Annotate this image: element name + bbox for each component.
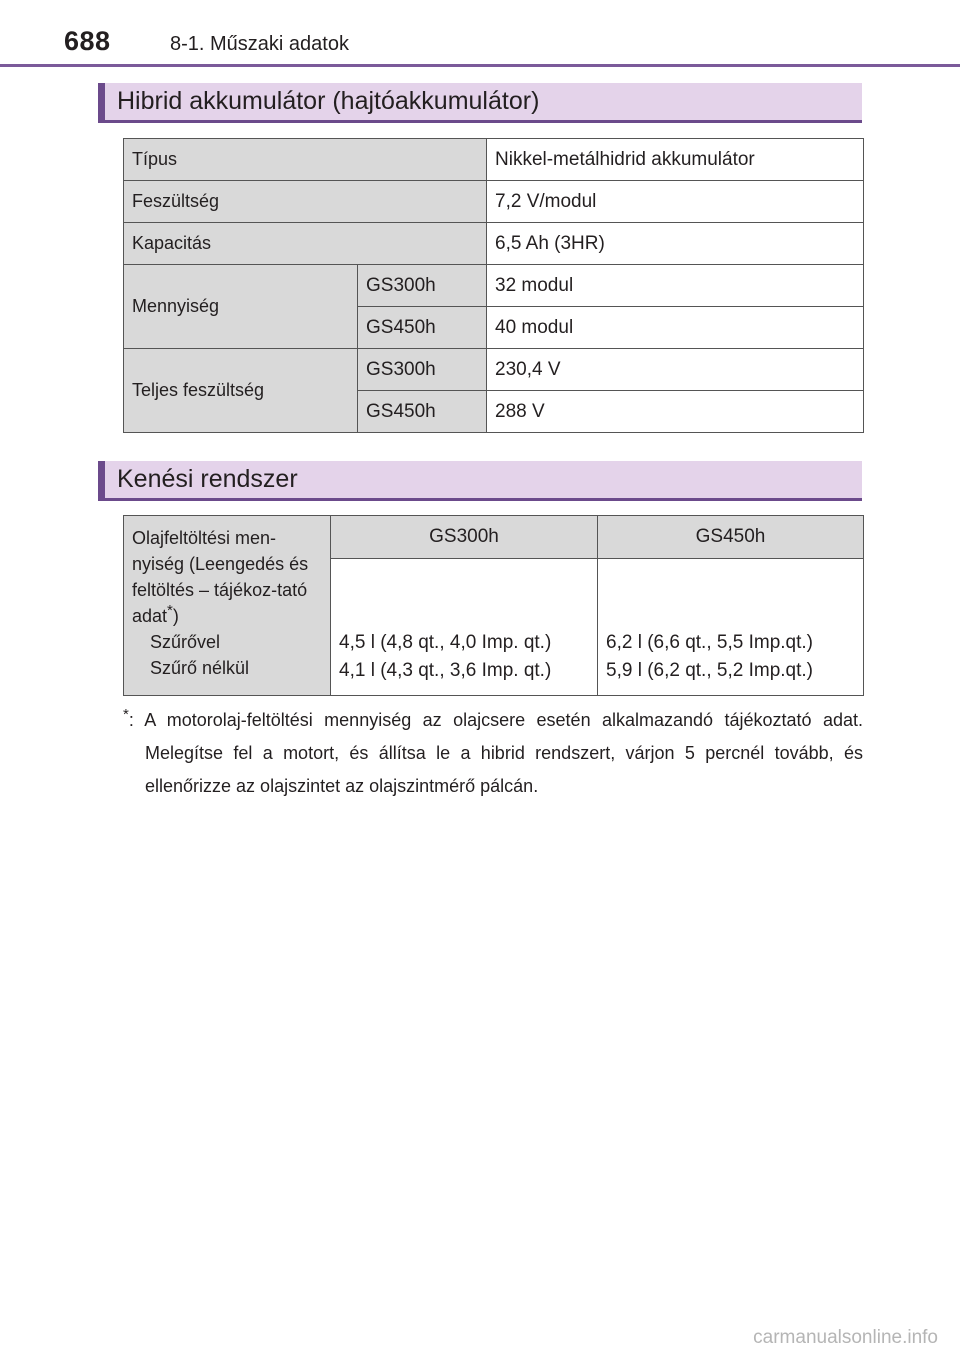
footnote-marker: *	[123, 706, 129, 723]
page-number: 688	[64, 26, 111, 56]
type-value: Nikkel-metálhidrid akkumulátor	[487, 139, 864, 181]
table-row	[124, 223, 864, 265]
with-filter-label: Szűrővel	[150, 632, 221, 652]
col-gs300h-header: GS300h	[331, 516, 598, 559]
table-row	[124, 349, 864, 391]
total-voltage-label: Teljes feszültség	[124, 349, 358, 433]
oil-capacity-label-close: )	[172, 606, 179, 626]
total-voltage-gs300h-value: 230,4 V	[487, 349, 864, 391]
quantity-gs450h-value: 40 modul	[487, 307, 864, 349]
quantity-gs300h-value: 32 modul	[487, 265, 864, 307]
battery-section-title: Hibrid akkumulátor (hajtóakkumulátor)	[98, 83, 862, 123]
without-filter-label: Szűrő nélkül	[150, 658, 250, 678]
col-gs450h-header: GS450h	[598, 516, 864, 559]
gs300h-with-filter-value: 4,5 l (4,8 qt., 4,0 Imp. qt.)	[339, 632, 552, 653]
quantity-gs450h-model: GS450h	[358, 307, 487, 349]
gs300h-without-filter-value: 4,1 l (4,3 qt., 3,6 Imp. qt.)	[339, 660, 552, 681]
table-row	[124, 265, 864, 307]
quantity-gs300h-model: GS300h	[358, 265, 487, 307]
table-row	[124, 139, 864, 181]
footnote	[123, 704, 863, 803]
voltage-label: Feszültség	[124, 181, 487, 223]
gs450h-without-filter-value: 5,9 l (6,2 qt., 5,2 Imp.qt.)	[606, 660, 813, 681]
chapter-title: 8-1. Műszaki adatok	[170, 33, 349, 55]
total-voltage-gs300h-model: GS300h	[358, 349, 487, 391]
quantity-label: Mennyiség	[124, 265, 358, 349]
asterisk-marker: *	[167, 602, 173, 619]
watermark: carmanualsonline.info	[753, 1327, 938, 1348]
lubrication-spec-table	[123, 515, 864, 696]
lubrication-section-title: Kenési rendszer	[98, 461, 862, 501]
capacity-value: 6,5 Ah (3HR)	[487, 223, 864, 265]
total-voltage-gs450h-model: GS450h	[358, 391, 487, 433]
header-rule	[0, 64, 960, 67]
gs300h-oil-values	[331, 559, 598, 696]
table-row	[124, 516, 864, 559]
table-row	[124, 181, 864, 223]
gs450h-with-filter-value: 6,2 l (6,6 qt., 5,5 Imp.qt.)	[606, 632, 813, 653]
battery-spec-table	[123, 138, 864, 433]
total-voltage-gs450h-value: 288 V	[487, 391, 864, 433]
voltage-value: 7,2 V/modul	[487, 181, 864, 223]
gs450h-oil-values	[598, 559, 864, 696]
footnote-text: : A motorolaj-feltöltési mennyiség az olajcsere esetén alkalmazandó tájékoztató adat. Melegítse fel a motort, és állítsa le a hibrid rendszert, várjon 5 percnél tovább, és ellenőrizze az olajszintet az olajszintmérő pálcán.	[128, 710, 863, 796]
page-header	[0, 0, 960, 68]
oil-capacity-label-text: Olajfeltöltési men-nyiség (Leengedés és feltöltés – tájékoz-tató adat	[132, 528, 309, 626]
type-label: Típus	[124, 139, 487, 181]
oil-capacity-label	[124, 516, 331, 696]
capacity-label: Kapacitás	[124, 223, 487, 265]
